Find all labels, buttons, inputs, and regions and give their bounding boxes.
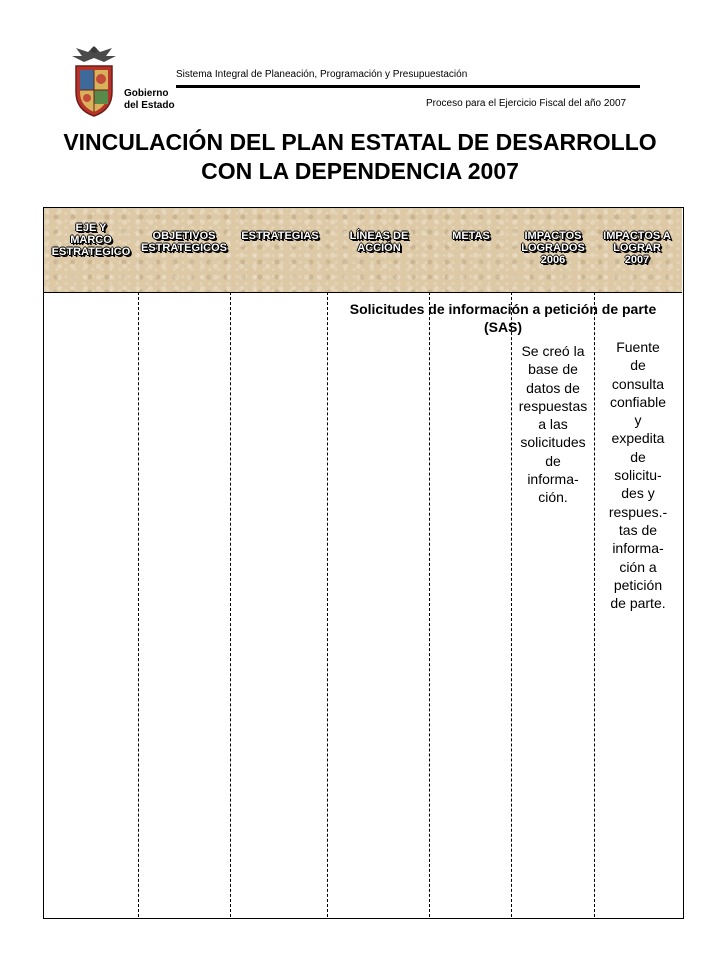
- column-header-metas: METAS: [452, 230, 490, 242]
- impactos-logrados-cell: Se creó la base de datos de respuestas a las solicitudes de informa- ción.: [518, 343, 588, 506]
- column-divider: [138, 292, 139, 917]
- column-divider: [327, 292, 328, 917]
- page-title-line-2: CON LA DEPENDENCIA 2007: [201, 158, 519, 184]
- process-title: Proceso para el Ejercicio Fiscal del año 2007: [426, 98, 627, 109]
- column-header-impactos-logrados: IMPACTOS LOGRADOS 2006: [521, 230, 585, 266]
- state-coat-of-arms-logo: [68, 42, 120, 120]
- column-header-estrategias: ESTRATEGIAS: [241, 230, 319, 242]
- column-header-objetivos: OBJETIVOS ESTRATEGICOS: [141, 230, 227, 254]
- row-title: Solicitudes de información a petición de parte (SAS): [349, 301, 657, 335]
- column-header-lineas-de-accion: LÍNEAS DE ACCIÓN: [349, 230, 409, 254]
- column-divider: [429, 292, 430, 917]
- column-header-impactos-a-lograr: IMPACTOS A LOGRAR 2007: [603, 230, 671, 266]
- gov-line-1: Gobierno: [124, 88, 169, 99]
- header-divider: [176, 85, 640, 88]
- system-title: Sistema Integral de Planeación, Programación y Presupuestación: [176, 69, 468, 80]
- impactos-a-lograr-cell: Fuente de consulta confiable y expedita de solicitu- des y respues.- tas de informa- ción a petición de parte.: [608, 339, 668, 612]
- column-divider: [230, 292, 231, 917]
- government-name: [124, 88, 184, 112]
- page-title-line-1: VINCULACIÓN DEL PLAN ESTATAL DE DESARROLLO: [63, 129, 657, 155]
- gov-line-2: del Estado: [124, 100, 175, 111]
- table-header-row: [44, 208, 682, 293]
- page-title: [0, 128, 720, 186]
- column-header-eje: EJE Y MARCO ESTRATEGICO: [51, 222, 131, 258]
